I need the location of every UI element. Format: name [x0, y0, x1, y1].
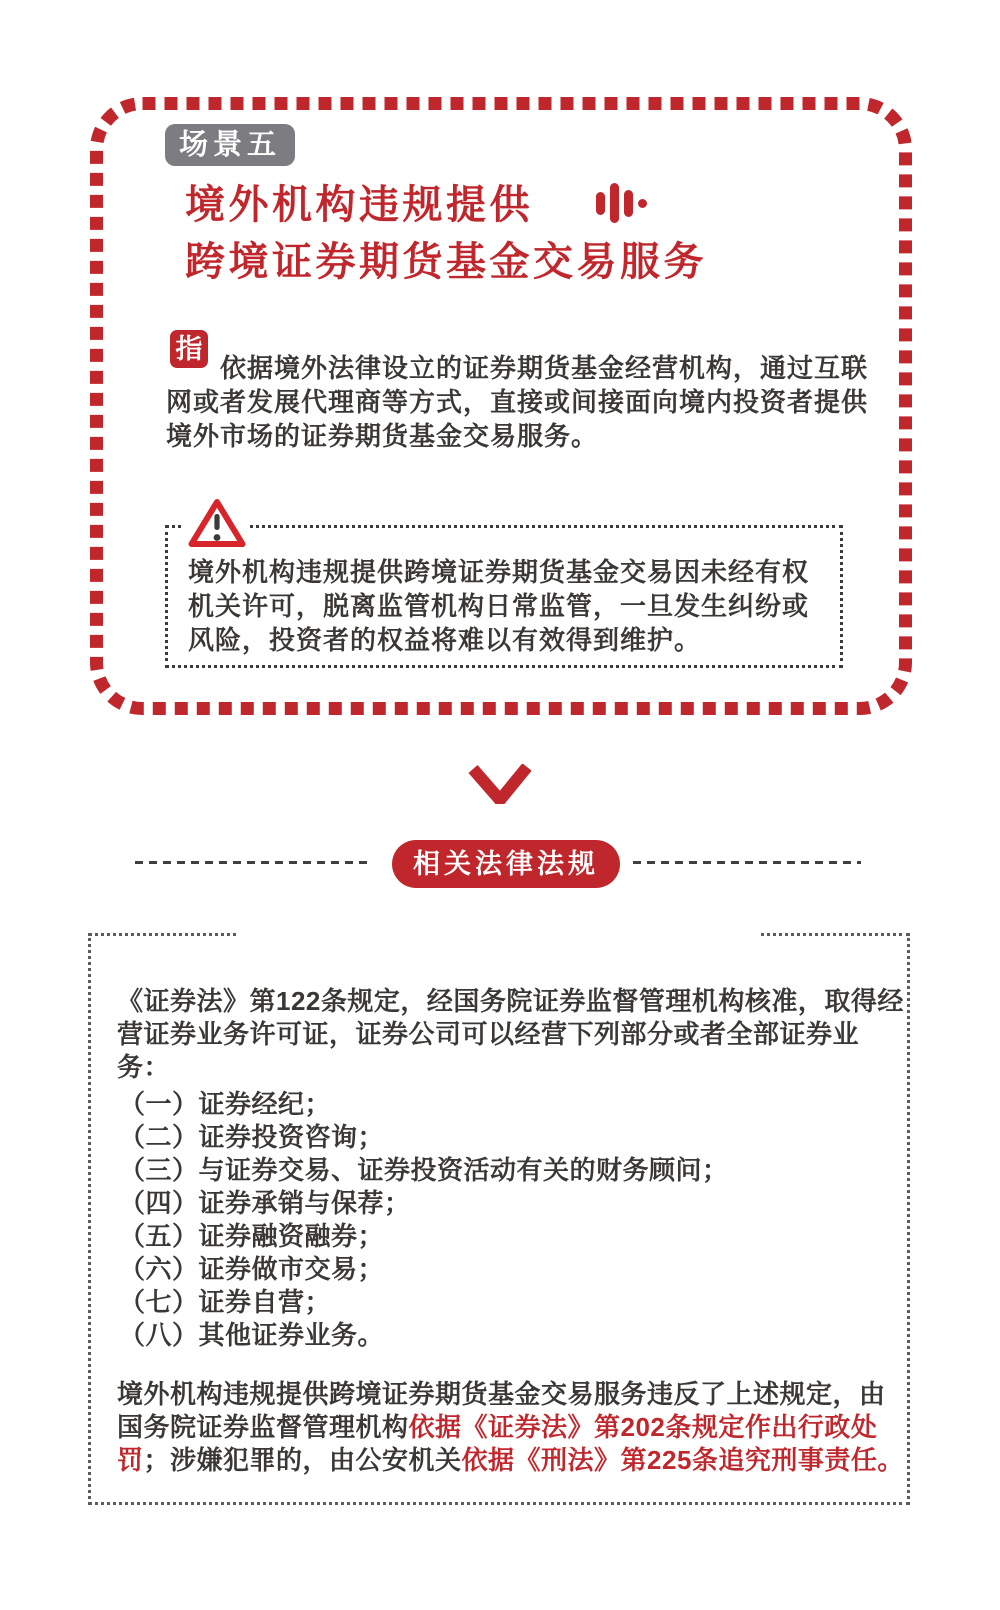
divider-dash-right — [633, 861, 861, 864]
text-line: 务： — [117, 1052, 171, 1082]
law-items — [119, 1088, 729, 1352]
text-segment: 依据《证券法》第202条规定作出行政处 — [408, 1412, 878, 1442]
title-line: 境外机构违规提供 — [185, 183, 533, 227]
text-line: 境外机构违规提供跨境证券期货基金交易因未经有权 — [188, 557, 810, 587]
text-segment: ；涉嫌犯罪的，由公安机关 — [143, 1445, 462, 1475]
definition-icon: 指 — [170, 330, 208, 368]
law-conclusion — [117, 1378, 904, 1477]
border-gap — [239, 930, 759, 942]
warning-box — [165, 525, 843, 668]
law-item: （六）证券做市交易； — [119, 1254, 385, 1284]
text-line — [117, 1411, 904, 1444]
law-item: （四）证券承销与保荐； — [119, 1188, 411, 1218]
text-segment: 依据《刑法》第225条追究刑事责任。 — [461, 1445, 904, 1475]
text-segment: 境外机构违规提供跨境证券期货基金交易服务违反了上述规定，由 — [117, 1379, 886, 1409]
scenario-card — [90, 97, 912, 715]
law-intro — [117, 985, 904, 1084]
text-segment: 罚 — [117, 1445, 144, 1475]
divider-dash-left — [135, 861, 367, 864]
law-box — [88, 933, 910, 1505]
law-item: （三）与证券交易、证券投资活动有关的财务顾问； — [119, 1155, 729, 1185]
law-item: （七）证券自营； — [119, 1287, 332, 1317]
scenario-badge: 场景五 — [165, 124, 295, 166]
text-segment: 国务院证券监督管理机构 — [117, 1412, 409, 1442]
text-line — [117, 1378, 904, 1411]
warning-text — [188, 555, 809, 657]
text-line: 营证券业务许可证，证券公司可以经营下列部分或者全部证券业 — [117, 1019, 860, 1049]
warning-triangle-icon — [184, 495, 250, 551]
law-item: （五）证券融资融券； — [119, 1221, 385, 1251]
text-line: 网或者发展代理商等方式，直接或间接面向境内投资者提供 — [166, 387, 869, 417]
section-badge: 相关法律法规 — [392, 840, 620, 888]
text-line — [117, 1444, 904, 1477]
text-line: 《证券法》第122条规定，经国务院证券监督管理机构核准，取得经 — [117, 986, 904, 1016]
law-item: （八）其他证券业务。 — [119, 1320, 385, 1350]
text-line: 境外市场的证券期货基金交易服务。 — [166, 421, 599, 451]
title-line: 跨境证券期货基金交易服务 — [185, 240, 707, 284]
definition-text — [166, 351, 869, 453]
text-line: 风险，投资者的权益将难以有效得到维护。 — [188, 625, 702, 655]
text-line: 依据境外法律设立的证券期货基金经营机构，通过互联 — [220, 353, 869, 383]
text-line: 机关许可，脱离监管机构日常监管，一旦发生纠纷或 — [188, 591, 810, 621]
law-item: （二）证券投资咨询； — [119, 1122, 385, 1152]
law-item: （一）证券经纪； — [119, 1089, 332, 1119]
chevron-down-icon — [468, 764, 532, 809]
soundwave-icon — [596, 182, 656, 224]
